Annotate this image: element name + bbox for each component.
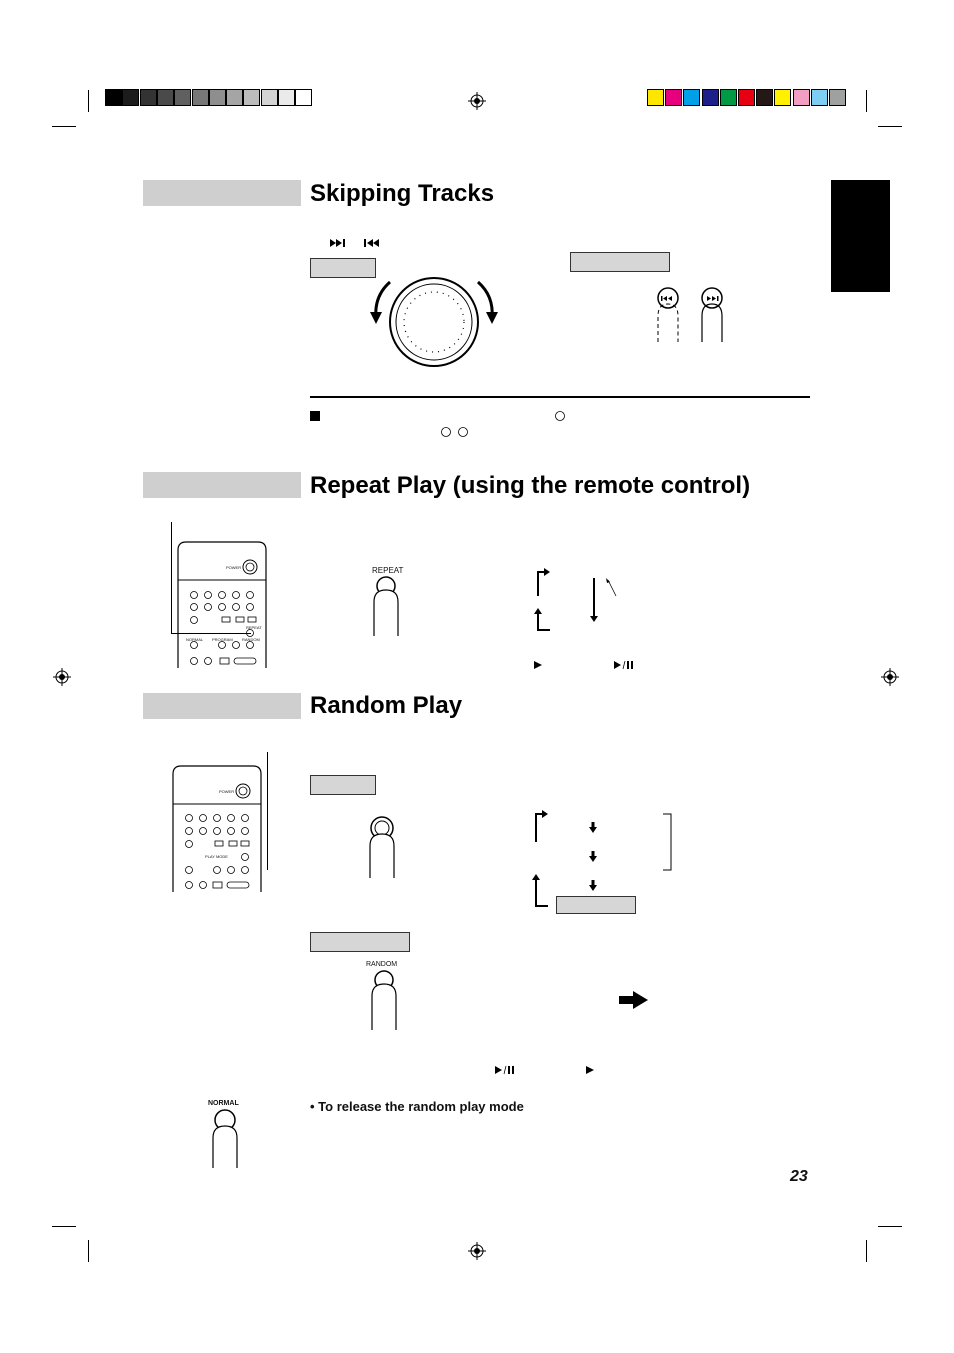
chapter-tab xyxy=(831,180,890,292)
skip-forward-button-finger xyxy=(696,286,732,344)
section-title-skipping: Skipping Tracks xyxy=(310,180,495,207)
normal-button-finger xyxy=(209,1108,245,1170)
section-divider xyxy=(310,396,810,398)
play-pause-icon xyxy=(614,661,636,669)
random-button-label: RANDOM xyxy=(366,961,398,968)
color-swatch xyxy=(683,89,700,106)
registration-mark-icon xyxy=(468,92,486,110)
random-button-finger xyxy=(368,970,404,1032)
random-unit-button-finger xyxy=(366,816,402,880)
arrow-down-icon xyxy=(589,822,597,833)
number-10-icon xyxy=(458,427,468,437)
gray-swatch xyxy=(157,89,174,106)
section-title-repeat: Repeat Play (using the remote control) xyxy=(310,472,751,499)
gray-swatch xyxy=(122,89,139,106)
color-swatch xyxy=(811,89,828,106)
color-swatch xyxy=(702,89,719,106)
repeat-loop-diagram xyxy=(532,566,622,636)
random-loop-diagram xyxy=(530,808,680,908)
label-box-remote xyxy=(570,252,670,272)
crop-mark xyxy=(866,1240,867,1262)
skip-back-button-finger xyxy=(652,286,688,344)
label-box-unit xyxy=(310,258,376,278)
gray-swatch xyxy=(295,89,312,106)
remote-power-label: POWER xyxy=(219,789,235,794)
crop-mark xyxy=(88,1240,89,1262)
color-swatch xyxy=(774,89,791,106)
remote-repeat-label: REPEAT xyxy=(246,625,262,630)
repeat-button-finger xyxy=(370,576,406,638)
gray-swatch xyxy=(174,89,191,106)
gray-swatch xyxy=(226,89,243,106)
skip-forward-icon xyxy=(330,239,348,247)
section-title-random: Random Play xyxy=(310,692,463,719)
remote-control xyxy=(176,540,268,668)
color-swatch xyxy=(665,89,682,106)
color-swatch xyxy=(738,89,755,106)
remote-normal-label: NORMAL xyxy=(186,637,204,642)
jog-dial-icon xyxy=(370,272,500,372)
registration-mark-icon xyxy=(881,668,899,686)
play-pause-icon xyxy=(495,1066,517,1074)
color-swatch xyxy=(647,89,664,106)
gray-swatch xyxy=(140,89,157,106)
section-tab-random xyxy=(143,693,301,719)
remote-random-label: RANDOM xyxy=(242,637,260,642)
label-box-display xyxy=(556,896,636,914)
gray-swatch xyxy=(243,89,260,106)
gray-swatch xyxy=(192,89,209,106)
normal-button-label: NORMAL xyxy=(208,1100,239,1107)
crop-mark xyxy=(878,126,902,127)
registration-mark-icon xyxy=(53,668,71,686)
number-10-icon xyxy=(555,411,565,421)
remote-control xyxy=(171,764,263,892)
section-tab-skipping xyxy=(143,180,301,206)
color-swatch xyxy=(720,89,737,106)
note-square-icon xyxy=(310,411,320,421)
skip-back-icon xyxy=(364,239,382,247)
crop-mark xyxy=(866,90,867,112)
remote-play-mode-label: PLAY MODE xyxy=(205,854,228,859)
gray-swatch xyxy=(105,89,122,106)
crop-mark xyxy=(88,90,89,112)
gray-swatch xyxy=(278,89,295,106)
label-box-unit xyxy=(310,775,376,795)
remote-program-label: PROGRAM xyxy=(212,637,233,642)
color-swatch xyxy=(756,89,773,106)
gray-swatch xyxy=(209,89,226,106)
crop-mark xyxy=(52,1226,76,1227)
page-number: 23 xyxy=(790,1168,808,1185)
arrow-down-icon xyxy=(589,880,597,891)
callout-line xyxy=(171,522,172,634)
crop-mark xyxy=(52,126,76,127)
color-swatch xyxy=(829,89,846,106)
gray-swatch xyxy=(261,89,278,106)
section-tab-repeat xyxy=(143,472,301,498)
number-1-icon xyxy=(441,427,451,437)
callout-line xyxy=(267,752,268,870)
repeat-button-label: REPEAT xyxy=(372,566,404,575)
remote-power-label: POWER xyxy=(226,565,242,570)
callout-line xyxy=(171,633,251,634)
release-random-note: • To release the random play mode xyxy=(310,1099,524,1114)
play-icon xyxy=(534,661,542,669)
play-icon xyxy=(586,1066,594,1074)
label-box-remote xyxy=(310,932,410,952)
crop-mark xyxy=(878,1226,902,1227)
arrow-right-icon xyxy=(619,991,649,1009)
registration-mark-icon xyxy=(468,1242,486,1260)
arrow-down-icon xyxy=(589,851,597,862)
color-swatch xyxy=(793,89,810,106)
